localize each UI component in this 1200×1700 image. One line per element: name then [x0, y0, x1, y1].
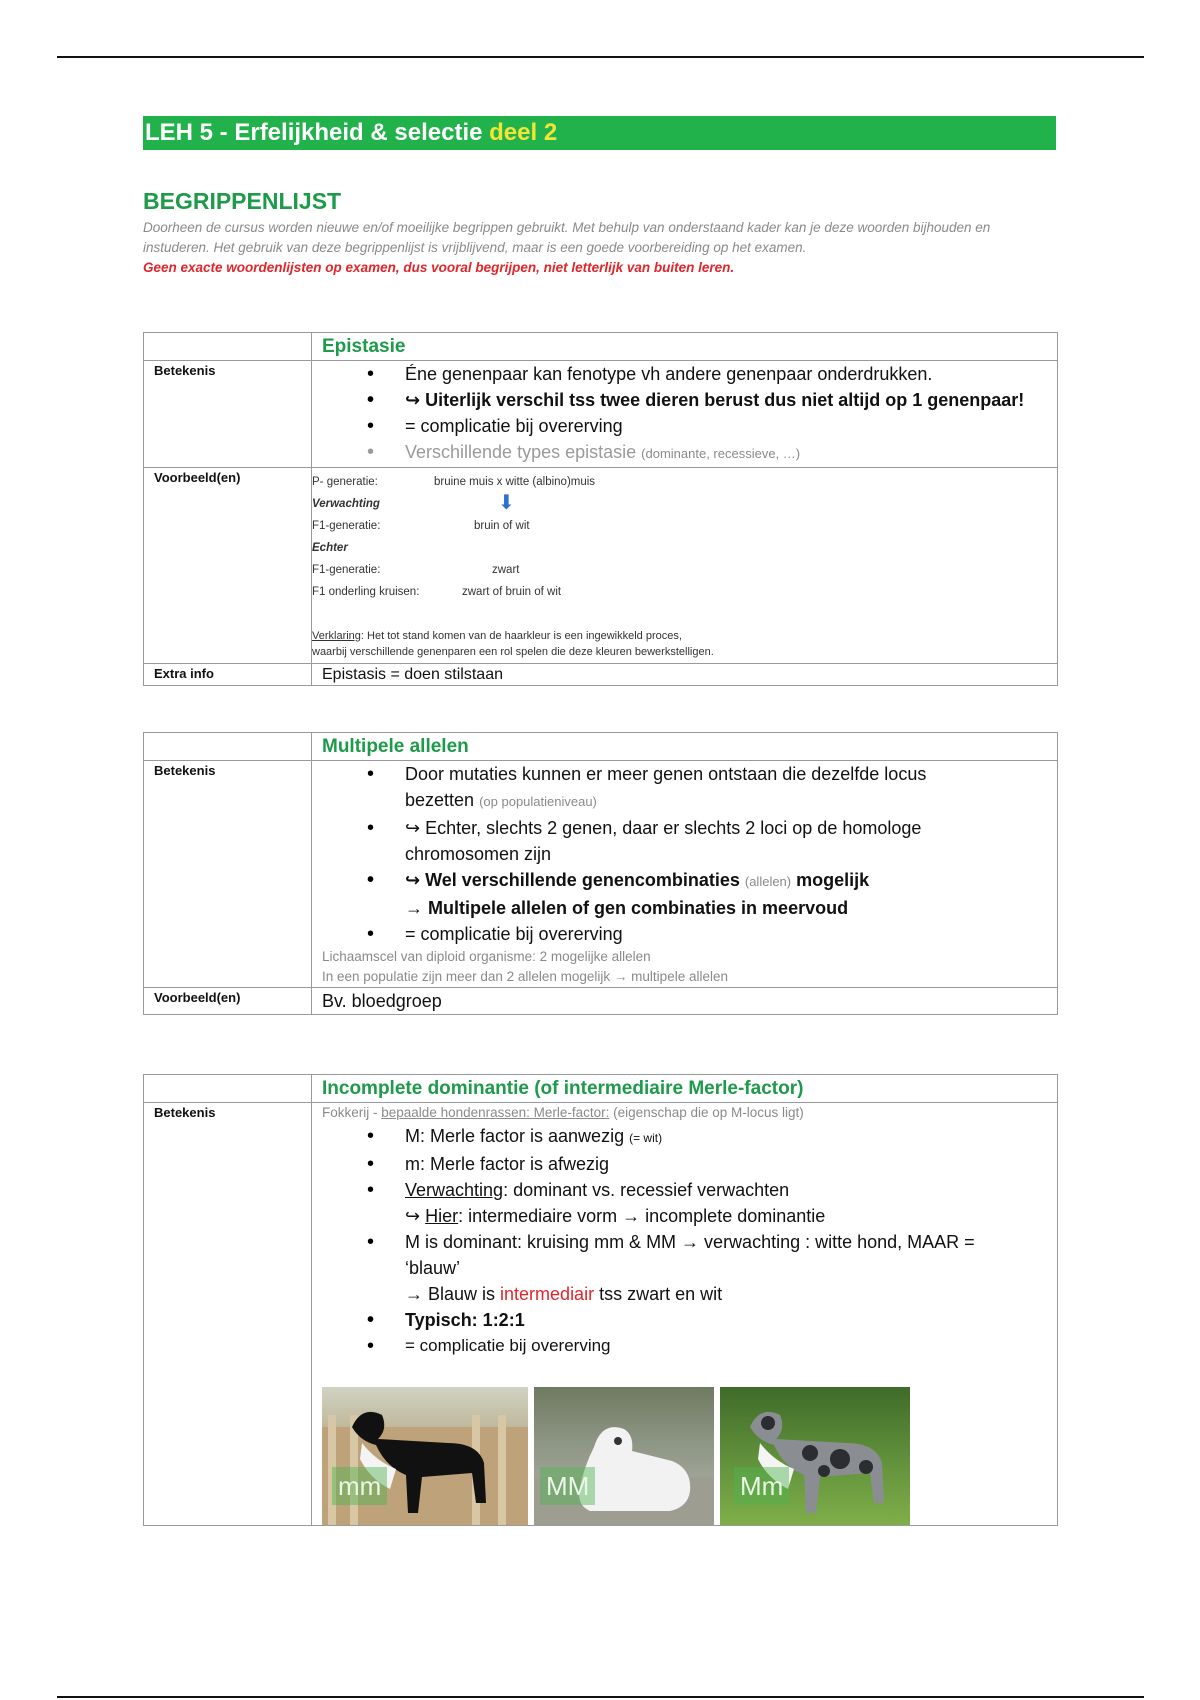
- row-label-extra: Extra info: [144, 664, 312, 686]
- dog-photo-Mm: [720, 1387, 910, 1525]
- glossary-intro-text: Doorheen de cursus worden nieuwe en/of moeilijke begrippen gebruikt. Met behulp van onderstaand kader kan je deze woorden bijhouden en instuderen. Het gebruik van deze begrippenlijst is vrijblijvend, maar is een goede voorbereiding op het examen.: [143, 220, 991, 255]
- list-item-note: (op populatieniveau): [479, 794, 597, 809]
- cross-scheme: [312, 468, 1057, 663]
- extra-info: Epistasis = doen stilstaan: [322, 666, 503, 683]
- term-table-epistasis: [143, 332, 1058, 686]
- f1-label: F1-generatie:: [312, 520, 381, 532]
- meaning-list: [322, 761, 1057, 947]
- genotype-label: MM: [540, 1467, 595, 1505]
- list-item: [405, 1123, 977, 1151]
- list-item-text: ↪: [405, 1206, 426, 1226]
- f1-value: zwart: [492, 564, 520, 576]
- lead-line: [322, 1103, 1057, 1123]
- glossary-warning: Geen exacte woordenlijsten op examen, dus vooral begrijpen, niet letterlijk van buiten leren.: [143, 260, 735, 275]
- list-item-conclusion: → Multipele allelen of gen combinaties in meervoud: [405, 898, 849, 918]
- genotype-label: Mm: [734, 1467, 789, 1505]
- bottom-rule: [57, 1696, 1144, 1698]
- f1-label: F1-generatie:: [312, 564, 381, 576]
- chapter-part: deel 2: [489, 119, 558, 146]
- row-label-examples: Voorbeeld(en): [144, 988, 312, 1015]
- term-title: Epistasie: [322, 336, 406, 357]
- term-title: Multipele allelen: [322, 736, 469, 757]
- explanation-label: Verklaring: [312, 630, 361, 642]
- list-item-note: (= wit): [629, 1131, 663, 1145]
- list-item: • = complicatie bij overerving: [405, 1333, 977, 1359]
- list-item-note: (allelen): [744, 874, 792, 889]
- list-item: [405, 439, 1057, 467]
- lead-text: Fokkerij -: [322, 1105, 382, 1120]
- meaning-list: [322, 361, 1057, 467]
- note: Lichaamscel van diploid organisme: 2 mogelijke allelen: [322, 949, 651, 964]
- p-generation-value: bruine muis x witte (albino)muis: [434, 476, 596, 488]
- list-item: • Typisch: 1:2:1: [405, 1307, 977, 1333]
- explanation-line2: waarbij verschillende genenparen een rol spelen die deze kleuren bewerkstelligen.: [312, 646, 714, 658]
- list-item: • = complicatie bij overerving: [405, 921, 977, 947]
- f1-cross-value: zwart of bruin of wit: [462, 586, 562, 598]
- actual-label: Echter: [312, 542, 348, 554]
- meaning-list: [322, 1123, 1057, 1359]
- list-item: [405, 1229, 977, 1307]
- list-item: [405, 761, 977, 815]
- list-item-text: Hier: [425, 1206, 459, 1226]
- arrow-down-icon: ⬇: [498, 492, 515, 514]
- genotype-label: mm: [332, 1467, 387, 1505]
- glossary-intro: [143, 218, 1058, 278]
- list-item: • m: Merle factor is afwezig: [405, 1151, 977, 1177]
- list-item-text: : dominant vs. recessief verwachten: [503, 1180, 790, 1200]
- list-item-text: Verschillende types epistasie: [405, 442, 637, 462]
- term-table-multiple-alleles: [143, 732, 1058, 1015]
- f1-value: bruin of wit: [474, 520, 530, 532]
- dog-photo-MM: [534, 1387, 714, 1525]
- lead-text: (eigenschap die op M-locus ligt): [609, 1105, 804, 1120]
- row-label-meaning: Betekenis: [144, 1103, 312, 1526]
- list-item: [405, 867, 977, 921]
- list-item-text: M: Merle factor is aanwezig: [405, 1126, 625, 1146]
- chapter-banner: [143, 116, 1056, 150]
- chapter-title: LEH 5 - Erfelijkheid & selectie: [145, 119, 490, 146]
- term-title: Incomplete dominantie (of intermediaire Merle-factor): [322, 1078, 804, 1099]
- dog-photos: [322, 1387, 1057, 1525]
- list-item-highlight: intermediair: [500, 1284, 595, 1304]
- list-item-text: tss zwart en wit: [594, 1284, 723, 1304]
- example-text: Bv. bloedgroep: [322, 991, 442, 1011]
- list-item: • Éne genenpaar kan fenotype vh andere genenpaar onderdrukken.: [405, 361, 1057, 387]
- term-table-incomplete-dominance: [143, 1074, 1058, 1526]
- dog-photo-mm: [322, 1387, 528, 1525]
- list-item-text: : intermediaire vorm → incomplete dominantie: [458, 1206, 826, 1226]
- row-label-meaning: Betekenis: [144, 361, 312, 468]
- glossary-heading: BEGRIPPENLIJST: [143, 188, 342, 214]
- f1-cross-label: F1 onderling kruisen:: [312, 586, 420, 598]
- list-item-note: (dominante, recessieve, …): [641, 446, 801, 461]
- list-item-text: → Blauw is: [405, 1284, 501, 1304]
- list-item: • = complicatie bij overerving: [405, 413, 1057, 439]
- top-rule: [57, 56, 1144, 58]
- explanation-text: : Het tot stand komen van de haarkleur is een ingewikkeld proces,: [360, 630, 682, 642]
- expectation-label: Verwachting: [312, 498, 380, 510]
- list-item-text: Verwachting: [405, 1180, 504, 1200]
- list-item-text: Door mutaties kunnen er meer genen ontstaan die dezelfde locus bezetten: [405, 764, 927, 810]
- list-item: • ↪ Uiterlijk verschil tss twee dieren berust dus niet altijd op 1 genenpaar!: [405, 387, 1057, 413]
- note: In een populatie zijn meer dan 2 allelen mogelijk → multipele allelen: [322, 969, 728, 984]
- explanation: [312, 630, 682, 642]
- list-item-text: ↪ Wel verschillende genencombinaties: [405, 870, 740, 890]
- list-item: [405, 1177, 977, 1229]
- row-label-meaning: Betekenis: [144, 761, 312, 988]
- list-item-text: mogelijk: [796, 870, 870, 890]
- list-item: • ↪ Echter, slechts 2 genen, daar er slechts 2 loci op de homologe chromosomen zijn: [405, 815, 977, 867]
- lead-text: bepaalde hondenrassen: Merle-factor:: [381, 1105, 610, 1120]
- row-label-examples: Voorbeeld(en): [144, 468, 312, 664]
- list-item-text: M is dominant: kruising mm & MM → verwachting : witte hond, MAAR = ‘blauw’: [405, 1232, 975, 1278]
- p-generation-label: P- generatie:: [312, 476, 378, 488]
